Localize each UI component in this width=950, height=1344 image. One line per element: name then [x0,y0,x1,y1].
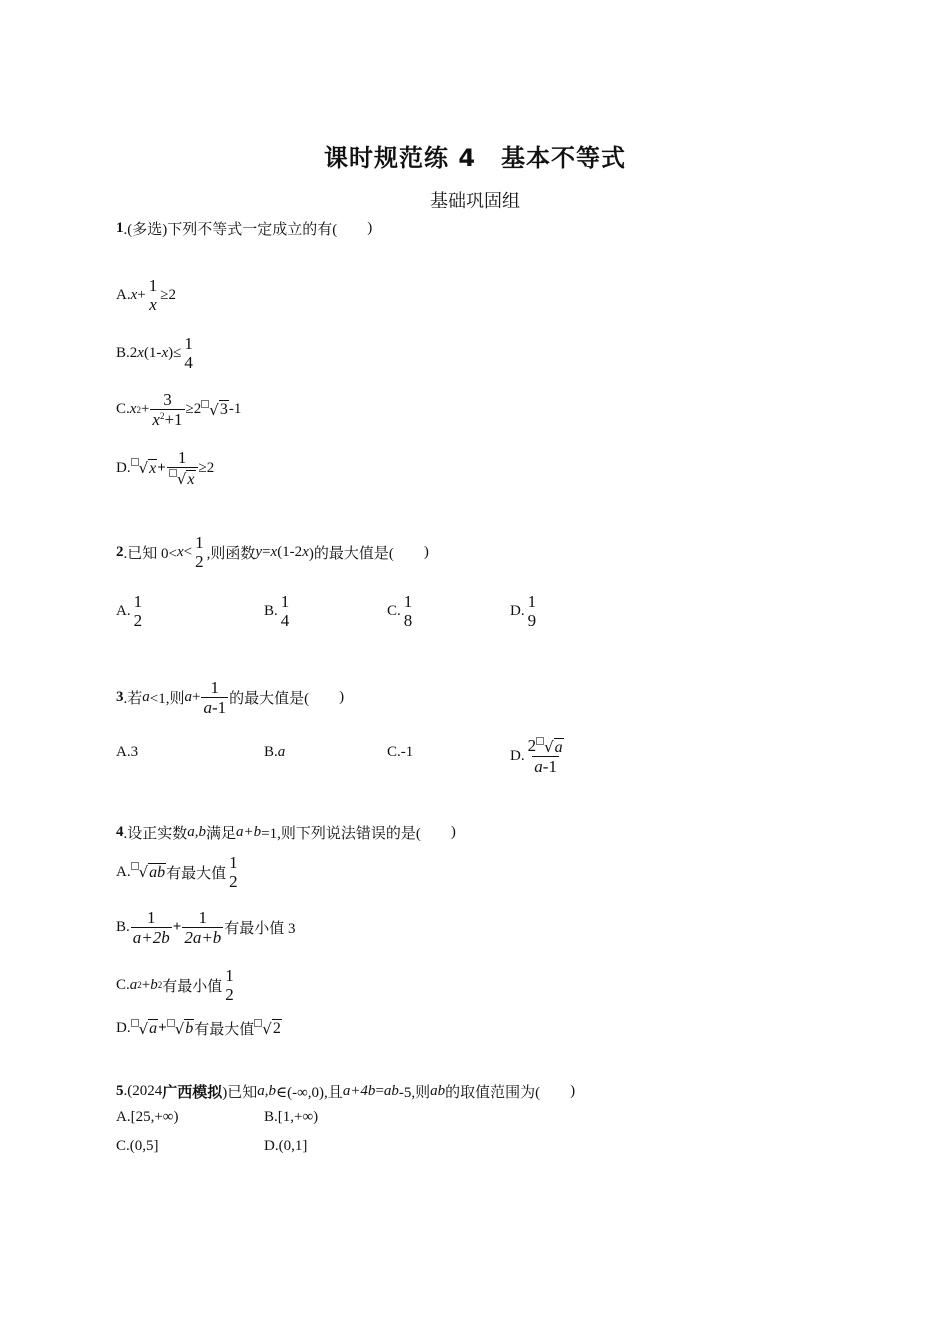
var: x [270,543,278,560]
exponent: 2 [157,980,163,991]
radicand: 3 [219,401,228,419]
question-number: 4 [116,824,124,840]
placeholder-box-icon [169,469,177,477]
numerator: 1 [280,592,290,611]
q4-option-c [116,966,237,1004]
denominator: 4 [184,353,193,373]
radical [131,863,167,882]
placeholder-box-icon [131,862,139,870]
var: a [184,689,192,706]
fraction [147,276,160,314]
denominator: 8 [403,611,413,631]
op: < [183,543,193,560]
fraction [227,853,240,891]
sqrt-icon: √ [262,1019,272,1038]
sqrt-icon: √ [138,1019,149,1038]
option-label: A. [116,744,131,760]
question-number: 3 [116,689,124,706]
sqrt-icon: √ [138,863,149,882]
placeholder-box-icon [131,458,139,466]
option-label: B. [264,744,278,760]
numerator: 1 [184,334,193,353]
numerator: 1 [225,966,234,985]
numerator: 1 [403,592,413,611]
var: x [137,344,144,361]
vars: a,b [257,1083,277,1099]
option-label: B. [116,344,130,361]
denominator: 2 [133,611,143,631]
mid: (1- [143,344,162,361]
condition: a+b [236,824,262,840]
sqrt-icon: √ [174,1019,185,1038]
radical [201,400,229,419]
fraction [182,908,223,947]
expr: ab [430,1083,446,1099]
op: + [158,1020,167,1036]
text: =1,则下列说法错误的是( [261,826,421,842]
q2-option-a [116,592,145,630]
radicand: 2 [272,1020,281,1037]
op: = [262,543,271,560]
text: .(2024 [123,1083,163,1099]
numerator: 1 [198,908,208,927]
radical [131,459,158,478]
denominator: x [149,295,157,315]
radical [167,1019,195,1038]
op: + [157,459,166,476]
var: a [203,698,212,718]
coef: 2 [527,736,537,755]
numerator: 1 [133,592,143,611]
numerator: 1 [148,276,158,295]
fraction [132,592,145,630]
fraction [223,966,236,1004]
numerator: 1 [177,448,187,467]
denominator: 2a+b [184,928,222,948]
var: y [255,543,263,560]
q2-option-b [264,592,292,630]
fraction [201,678,228,717]
var: x [302,543,309,560]
denominator [167,467,198,488]
var: x [130,286,138,303]
op: = [375,1083,384,1099]
coef: 2 [129,344,138,361]
closing-paren: ) [450,824,456,840]
fraction [150,390,184,429]
op: + [141,976,151,993]
radical [169,470,196,489]
rhs: ≥2 [160,286,176,303]
var: x [176,543,184,560]
denominator: a+2b [132,928,170,948]
denominator [201,697,228,717]
option-value: 3 [130,744,139,760]
question-number: 2 [116,543,124,560]
numerator: 3 [163,390,172,409]
rest: +1 [164,410,183,430]
numerator: 1 [195,533,204,552]
radical [131,1019,159,1038]
text: 有最小值 [162,978,223,995]
op: + [140,401,150,418]
radicand: x [149,459,157,477]
q5-option-d: D.(0,1] [264,1138,308,1154]
q3-option-b [264,744,285,761]
option-value: -1 [400,744,414,760]
text: 满足 [206,826,237,842]
closing-paren: ) [423,543,429,560]
fraction [526,592,539,630]
exponent: 2 [159,411,165,422]
var: a [142,689,150,706]
text: -5,则 [398,1085,431,1101]
rhs: ≥2 [198,459,215,476]
fraction [182,334,195,372]
var: b [150,976,158,993]
q4-option-d [116,1018,282,1039]
radicand: b [185,1020,194,1037]
rest: -1 [542,757,557,777]
sqrt-icon: √ [209,400,219,419]
text: .若 [123,691,143,708]
radicand: a [554,738,563,756]
question-number: 1 [116,220,124,236]
text: 的取值范围为( [445,1085,541,1101]
var: a [534,757,543,777]
text: ∈(-∞,0),且 [276,1085,343,1101]
text: 有最小值 3 [224,921,296,938]
placeholder-box-icon [131,1019,139,1027]
q3-option-a [116,744,138,761]
op: + [172,919,182,936]
fraction [167,448,198,488]
q5-option-a: A.[25,+∞) [116,1109,179,1125]
op: + [191,689,201,706]
option-label: A. [116,602,131,619]
fraction [193,533,206,571]
placeholder-box-icon [167,1019,175,1027]
option-label: A. [116,286,131,303]
placeholder-box-icon [201,400,209,408]
option-label: B. [264,602,278,619]
q1-option-a [116,276,176,314]
section-heading: 基础巩固组 [430,191,520,212]
text: <1,则 [149,691,185,708]
text: .已知 0< [123,545,177,562]
var: x [152,410,160,430]
option-value: a [277,744,286,760]
denominator: 2 [229,872,238,892]
fraction [279,592,292,630]
numerator: 1 [527,592,537,611]
radicand: x [187,470,195,488]
option-label: B. [116,919,130,936]
closing-paren: ) [339,689,345,706]
option-label: C. [116,976,130,993]
q3-option-c [387,744,413,761]
radicand: ab [149,863,166,881]
rhs: ≥2 [185,401,202,418]
sqrt-icon: √ [176,469,187,488]
question-number: 5 [116,1083,124,1099]
question-text: .(多选)下列不等式一定成立的有( [123,222,338,238]
exponent: 2 [136,404,141,415]
q4-option-a [116,853,241,891]
placeholder-box-icon [536,737,544,745]
op: )≤ [168,344,182,361]
text: 有最大值 [166,865,227,882]
q3-option-d [510,736,567,776]
denominator: 2 [225,985,234,1005]
text: ,则函数 [206,545,256,562]
text: .设正实数 [123,826,188,842]
var: x [129,401,137,418]
text: )的最大值是( [308,545,394,562]
closing-paren: ) [570,1083,576,1099]
rhs: -1 [228,401,242,418]
q4-option-b [116,908,296,947]
expr: ab [383,1083,399,1099]
option-label: C. [116,401,130,418]
option-label: D. [116,459,131,476]
op: + [137,286,146,303]
text: (1-2 [277,543,303,560]
option-label: D. [510,747,525,764]
question-3-stem [116,678,344,717]
exponent: 2 [137,980,142,991]
question-4-stem [116,822,456,843]
radical [254,1019,282,1038]
expr: a+4b [342,1083,376,1099]
denominator [532,756,559,776]
radicand: a [149,1020,158,1037]
text: 的最大值是( [229,691,310,708]
numerator: 1 [210,678,220,697]
rest: -1 [211,698,227,718]
var: a [129,976,138,993]
option-label: D. [116,1020,131,1036]
numerator: 1 [147,908,156,927]
denominator [150,409,184,429]
option-label: A. [116,863,131,880]
radical [536,738,564,757]
page-title: 课时规范练 4 基本不等式 [323,144,627,172]
sqrt-icon: √ [138,459,149,478]
option-label: C. [387,744,401,760]
denominator: 9 [527,611,537,631]
question-2-stem [116,533,429,571]
q1-option-c [116,390,241,429]
fraction [131,908,172,947]
closing-paren: ) [367,220,373,236]
question-5-stem [116,1081,575,1102]
q2-option-c [387,592,415,630]
sqrt-icon: √ [544,737,554,756]
text: )已知 [222,1085,258,1101]
denominator: 2 [195,552,204,572]
var: x [161,344,169,361]
text: 有最大值 [194,1022,255,1038]
placeholder-box-icon [254,1019,262,1027]
q1-option-d [116,448,214,488]
numerator [526,736,566,756]
q1-option-b [116,334,196,372]
option-label: D. [510,602,525,619]
numerator: 1 [229,853,238,872]
q2-option-d [510,592,539,630]
q5-option-c: C.(0,5] [116,1138,159,1154]
option-label: C. [387,602,401,619]
vars: a,b [187,824,207,840]
denominator: 4 [280,611,290,631]
q5-option-b: B.[1,+∞) [264,1109,319,1125]
fraction [402,592,415,630]
fraction [526,736,566,776]
source-tag: 广西模拟 [162,1083,223,1101]
question-1-stem [116,218,372,239]
